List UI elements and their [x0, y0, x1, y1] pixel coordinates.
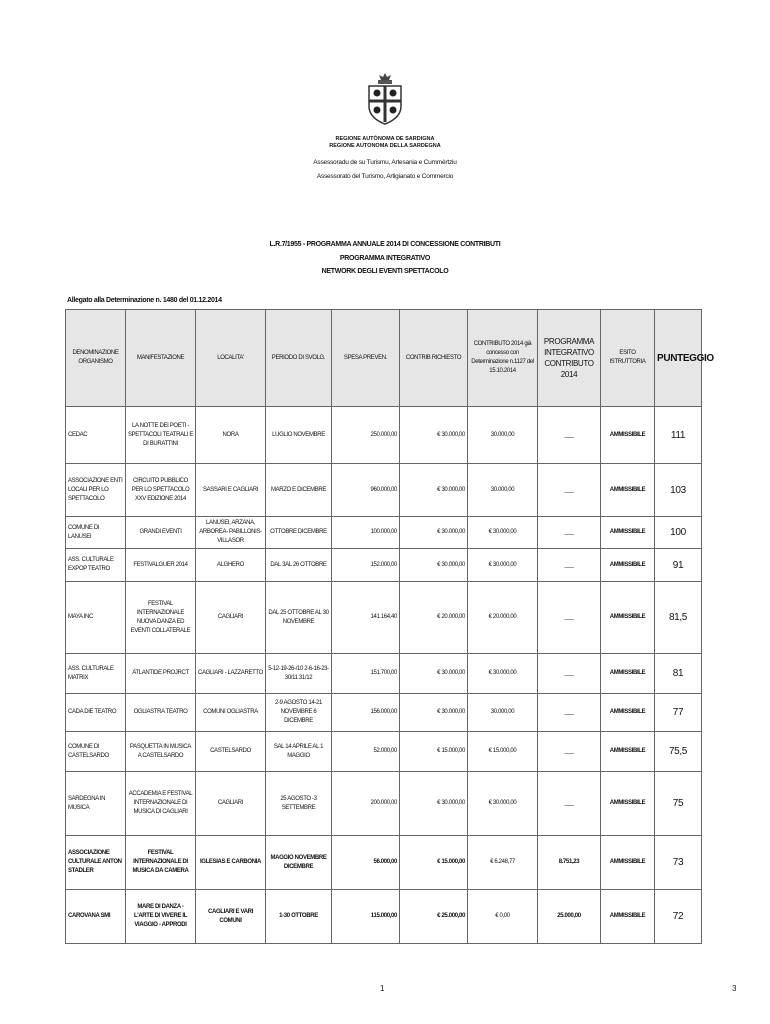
granted-cell: € 0,00 [468, 890, 538, 944]
event-cell: PASQUETTA IN MUSICA A CASTELSARDO [126, 732, 196, 772]
outcome-cell: AMMISSIBILE [601, 407, 655, 464]
organism-cell: ASSOCIAZIONE ENTI LOCALI PER LO SPETTACOLO [66, 464, 126, 517]
outcome-cell: AMMISSIBILE [601, 654, 655, 694]
region-name-sardinian: REGIONE AUTÒNOMA DE SARDIGNA [335, 136, 435, 142]
granted-cell: € 6.248,77 [468, 836, 538, 890]
location-cell: COMUNI OGLIASTRA [196, 694, 266, 732]
location-cell: IGLESIAS E CARBONIA [196, 836, 266, 890]
granted-cell: 30.000,00 [468, 464, 538, 517]
organism-cell: COMUNE DI CASTELSARDO [66, 732, 126, 772]
expense-cell: 151.700,00 [332, 654, 400, 694]
organism-cell: SARDEGNA IN MUSICA [66, 772, 126, 836]
integrative-cell: 25.000,00 [538, 890, 601, 944]
expense-cell: 56.000,00 [332, 836, 400, 890]
requested-cell: € 30.000,00 [400, 772, 468, 836]
organism-cell: CEDAC [66, 407, 126, 464]
score-cell: 81,5 [655, 582, 702, 654]
expense-cell: 200.000,00 [332, 772, 400, 836]
allegato-reference: Allegato alla Determinazione n. 1480 del 01.12.2014 [67, 297, 222, 304]
header-cell: SPESA PREVEN. [332, 310, 400, 407]
period-cell: 1-30 OTTOBRE [266, 890, 332, 944]
granted-cell: € 30.000,00 [468, 549, 538, 582]
requested-cell: € 30.000,00 [400, 464, 468, 517]
title-line-2: PROGRAMMA INTEGRATIVO [339, 254, 431, 262]
event-cell: LA NOTTE DEI POETI - SPETTACOLI TEATRALI E DI BURATTINI [126, 407, 196, 464]
event-cell: MARE DI DANZA - L'ARTE DI VIVERE IL VIAGGIO - APPRODI [126, 890, 196, 944]
table-row [66, 732, 702, 772]
granted-cell: € 30.000,00 [468, 654, 538, 694]
event-cell: FESTIVAL INTERNAZIONALE NUOVA DANZA ED EVENTI COLLATERALE [126, 582, 196, 654]
integrative-cell: ___ [538, 694, 601, 732]
location-cell: CAGLIARI - LAZZARETTO [196, 654, 266, 694]
table-row [66, 654, 702, 694]
organism-cell: ASS. CULTURALE MATRIX [66, 654, 126, 694]
score-cell: 75,5 [655, 732, 702, 772]
location-cell: CAGLIARI [196, 772, 266, 836]
assessorate-sardinian: Assessoradu de su Turismu, Artesania e Cummèrtziu [313, 159, 457, 166]
period-cell: MARZO E DICEMBRE [266, 464, 332, 517]
outcome-cell: AMMISSIBILE [601, 772, 655, 836]
granted-cell: 30.000,00 [468, 407, 538, 464]
header-cell: CONTRIBUTO 2014 già concesso con Determinazione n.1127 del 15.10.2014 [468, 310, 538, 407]
expense-cell: 100.000,00 [332, 517, 400, 549]
table-row [66, 517, 702, 549]
score-cell: 81 [655, 654, 702, 694]
header-cell: ESITO ISTRUTTORIA [601, 310, 655, 407]
expense-cell: 156.000,00 [332, 694, 400, 732]
granted-cell: 30.000,00 [468, 694, 538, 732]
expense-cell: 152.000,00 [332, 549, 400, 582]
integrative-cell: ___ [538, 772, 601, 836]
period-cell: DAL 3AL 26 OTTOBRE [266, 549, 332, 582]
organism-cell: ASS. CULTURALE EXPOP TEATRO [66, 549, 126, 582]
period-cell: SAL 14 APRILE AL 1 MAGGIO [266, 732, 332, 772]
granted-cell: € 20.000,00 [468, 582, 538, 654]
table-row [66, 890, 702, 944]
requested-cell: € 30.000,00 [400, 654, 468, 694]
title-line-3: NETWORK DEGLI EVENTI SPETTACOLO [321, 268, 449, 275]
organism-cell: ASSOCIAZIONE CULTURALE ANTON STADLER [66, 836, 126, 890]
expense-cell: 960.000,00 [332, 464, 400, 517]
header-cell: PUNTEGGIO [655, 310, 702, 407]
expense-cell: 141.164,40 [332, 582, 400, 654]
requested-cell: € 25.000,00 [400, 890, 468, 944]
period-cell: LUGLIO NOVEMBRE [266, 407, 332, 464]
integrative-cell: ___ [538, 407, 601, 464]
document-titles [0, 238, 770, 279]
event-cell: ATLANTIDE PROJRCT [126, 654, 196, 694]
outcome-cell: AMMISSIBILE [601, 890, 655, 944]
expense-cell: 250.000,00 [332, 407, 400, 464]
header-cell: LOCALITA' [196, 310, 266, 407]
integrative-cell: 8.751,23 [538, 836, 601, 890]
requested-cell: € 30.000,00 [400, 694, 468, 732]
outcome-cell: AMMISSIBILE [601, 464, 655, 517]
table-row [66, 772, 702, 836]
requested-cell: € 15.000,00 [400, 732, 468, 772]
table-row [66, 549, 702, 582]
period-cell: MAGGIO NOVEMBRE DICEMBRE [266, 836, 332, 890]
score-cell: 72 [655, 890, 702, 944]
event-cell: FESTIVAL INTERNAZIONALE DI MUSICA DA CAMERA [126, 836, 196, 890]
score-cell: 73 [655, 836, 702, 890]
requested-cell: € 15.000,00 [400, 836, 468, 890]
integrative-cell: ___ [538, 732, 601, 772]
integrative-cell: ___ [538, 517, 601, 549]
period-cell: DAL 25 OTTOBRE AL 30 NOVEMBRE [266, 582, 332, 654]
outcome-cell: AMMISSIBILE [601, 732, 655, 772]
page-total: 3 [732, 984, 737, 993]
coat-of-arms-logo [365, 72, 405, 126]
organism-cell: MAYA INC [66, 582, 126, 654]
requested-cell: € 30.000,00 [400, 517, 468, 549]
table-row [66, 582, 702, 654]
location-cell: NORA [196, 407, 266, 464]
location-cell: CAGLIARI E VARI COMUNI [196, 890, 266, 944]
integrative-cell: ___ [538, 654, 601, 694]
organism-cell: CAROVANA SMI [66, 890, 126, 944]
header-cell: MANIFESTAZIONE [126, 310, 196, 407]
table-row [66, 407, 702, 464]
requested-cell: € 30.000,00 [400, 549, 468, 582]
assessorate-italian: Assessorato del Turismo, Artigianato e Commercio [316, 173, 454, 180]
table-row [66, 836, 702, 890]
integrative-cell: ___ [538, 582, 601, 654]
period-cell: 2-9 AGOSTO 14-21 NOVEMBRE 6 DICEMBRE [266, 694, 332, 732]
table-row [66, 694, 702, 732]
outcome-cell: AMMISSIBILE [601, 694, 655, 732]
score-cell: 77 [655, 694, 702, 732]
title-line-1: L.R.7/1955 - PROGRAMMA ANNUALE 2014 DI CONCESSIONE CONTRIBUTI [269, 241, 501, 248]
period-cell: 5-12-19-26-/10 2-6-16-23-30/11 31/12 [266, 654, 332, 694]
location-cell: CASTELSARDO [196, 732, 266, 772]
outcome-cell: AMMISSIBILE [601, 836, 655, 890]
outcome-cell: AMMISSIBILE [601, 582, 655, 654]
header-cell: CONTRIB RICHIESTO [400, 310, 468, 407]
event-cell: ACCADEMIA E FESTIVAL INTERNAZIONALE DI MUSICA DI CAGLIARI [126, 772, 196, 836]
score-cell: 103 [655, 464, 702, 517]
page-number: 1 [380, 984, 385, 993]
location-cell: CAGLIARI [196, 582, 266, 654]
header-cell: PERIODO DI SVOLG. [266, 310, 332, 407]
granted-cell: € 30.000,00 [468, 517, 538, 549]
contributions-table [65, 309, 714, 944]
location-cell: ALGHERO [196, 549, 266, 582]
organism-cell: COMUNE DI LANUSEI [66, 517, 126, 549]
granted-cell: € 30.000,00 [468, 772, 538, 836]
score-cell: 91 [655, 549, 702, 582]
organism-cell: CADA DIE TEATRO [66, 694, 126, 732]
score-cell: 75 [655, 772, 702, 836]
document-header [0, 72, 770, 182]
event-cell: GRANDI EVENTI [126, 517, 196, 549]
score-cell: 111 [655, 407, 702, 464]
outcome-cell: AMMISSIBILE [601, 517, 655, 549]
table-row [66, 464, 702, 517]
score-cell: 100 [655, 517, 702, 549]
event-cell: FESTIVALGUER 2014 [126, 549, 196, 582]
requested-cell: € 30.000,00 [400, 407, 468, 464]
period-cell: OTTOBRE DICEMBRE [266, 517, 332, 549]
requested-cell: € 20.000,00 [400, 582, 468, 654]
header-cell: PROGRAMMA INTEGRATIVO CONTRIBUTO 2014 [538, 310, 601, 407]
event-cell: OGLIASTRA TEATRO [126, 694, 196, 732]
integrative-cell: ___ [538, 549, 601, 582]
table-header-row [66, 310, 702, 407]
outcome-cell: AMMISSIBILE [601, 549, 655, 582]
location-cell: SASSARI E CAGLIARI [196, 464, 266, 517]
header-cell: DENOMINAZIONE ORGANISMO [66, 310, 126, 407]
granted-cell: € 15.000,00 [468, 732, 538, 772]
period-cell: 25 AGOSTO -3 SETTEMBRE [266, 772, 332, 836]
integrative-cell: ___ [538, 464, 601, 517]
event-cell: CIRCUITO PUBBLICO PER LO SPETTACOLO XXV EDIZIONE 2014 [126, 464, 196, 517]
expense-cell: 52.000,00 [332, 732, 400, 772]
location-cell: LANUSEI, ARZANA, ARBOREA- PABILLONIS- VILLASOR [196, 517, 266, 549]
expense-cell: 115.000,00 [332, 890, 400, 944]
region-name-italian: REGIONE AUTONOMA DELLA SARDEGNA [329, 143, 441, 149]
